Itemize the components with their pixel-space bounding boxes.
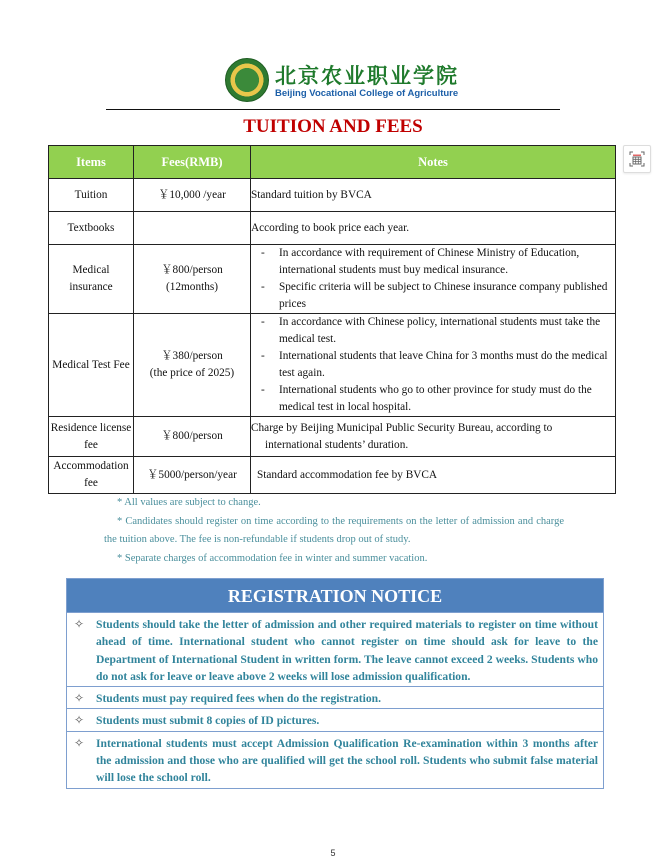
note-text: International students who go to other province for study must do the medical test in local hospital. (279, 384, 592, 413)
note-item (251, 245, 611, 279)
diamond-bullet-icon: ✧ (74, 713, 85, 728)
footnote: * Candidates should register on time according to the requirements on the letter of admission and charge the tuition above. The fee is non-refundable if students drop out of study. (104, 515, 564, 545)
dash-bullet: - (261, 316, 265, 328)
note-cell (251, 417, 616, 457)
fee-cell: ￥800/person (134, 417, 251, 457)
note-item (251, 382, 611, 416)
dash-bullet: - (261, 247, 265, 259)
fee-detail: (12months) (165, 281, 219, 293)
fee-cell: ￥5000/person/year (134, 457, 251, 494)
fee-cell (134, 314, 251, 417)
note-cell: According to book price each year. (251, 212, 616, 245)
notice-text: Students must pay required fees when do the registration. (96, 692, 382, 706)
calculator-button[interactable] (623, 145, 651, 173)
notice-heading: REGISTRATION NOTICE (67, 579, 603, 612)
notice-text: Students should take the letter of admission and other required materials to register on time without ahead of time. International student who cannot register on time should ask for leave to the Department of International Student in written form. The leave cannot exceed 2 weeks. Students who do not ask for leave or leave above 2 weeks will lose admission qualification. (96, 618, 598, 683)
fee-amount: ￥800/person (161, 264, 223, 276)
note-list (251, 314, 615, 416)
college-logo (225, 58, 459, 104)
table-row (49, 179, 616, 212)
fee-detail: (the price of 2025) (149, 367, 235, 379)
note-item (251, 279, 611, 313)
calculator-icon (629, 151, 645, 167)
footnote: * All values are subject to change. (117, 497, 261, 508)
registration-notice (66, 578, 604, 789)
notice-item (67, 612, 603, 686)
diamond-bullet-icon: ✧ (74, 691, 85, 706)
table-row (49, 417, 616, 457)
dash-bullet: - (261, 350, 265, 362)
fee-amount: ￥380/person (161, 350, 223, 362)
note-text: In accordance with requirement of Chinese Ministry of Education, international students must buy medical insurance. (279, 247, 580, 276)
notice-text: Students must submit 8 copies of ID pictures. (96, 714, 320, 728)
diamond-bullet-icon: ✧ (74, 617, 85, 631)
column-header-fees: Fees(RMB) (134, 146, 251, 179)
page-title: TUITION AND FEES (243, 116, 423, 137)
item-text: Medical insurance (69, 264, 113, 293)
dash-bullet: - (261, 281, 265, 293)
table-row (49, 245, 616, 314)
note-text: Specific criteria will be subject to Chinese insurance company published prices (279, 281, 608, 310)
note-cell: Standard tuition by BVCA (251, 179, 616, 212)
item-cell: Textbooks (49, 212, 134, 245)
note-cell (251, 314, 616, 417)
table-row (49, 314, 616, 417)
dash-bullet: - (261, 384, 265, 396)
fee-cell: ￥10,000 /year (134, 179, 251, 212)
notice-text: International students must accept Admission Qualification Re-examination within 3 months after the admission and those who are qualified will get the school roll. Students who submit false material will lose the school roll. (96, 736, 598, 785)
notice-item (67, 731, 603, 788)
note-list (251, 245, 615, 313)
note-text: Charge by Beijing Municipal Public Security Bureau, according to (251, 421, 553, 434)
notice-item (67, 686, 603, 708)
column-header-notes: Notes (251, 146, 616, 179)
college-name-en: Beijing Vocational College of Agriculture (275, 88, 459, 99)
college-name-cn: 北京农业职业学院 (275, 63, 459, 88)
item-cell (49, 245, 134, 314)
table-header-row (49, 146, 616, 179)
note-cell (251, 245, 616, 314)
footnote: * Separate charges of accommodation fee in winter and summer vacation. (117, 552, 428, 564)
note-item (251, 314, 611, 348)
college-seal-icon (225, 58, 269, 102)
item-cell: Tuition (49, 179, 134, 212)
footnotes (104, 494, 564, 568)
notice-item (67, 708, 603, 730)
item-cell: Medical Test Fee (49, 314, 134, 417)
note-cell: Standard accommodation fee by BVCA (251, 457, 616, 494)
column-header-items: Items (49, 146, 134, 179)
item-text: Accommodation fee (53, 460, 129, 489)
note-text-continued: international students’ duration. (265, 438, 409, 451)
item-cell: Residence license fee (49, 417, 134, 457)
diamond-bullet-icon: ✧ (74, 735, 85, 750)
note-text: International students that leave China for 3 months must do the medical test again. (279, 350, 608, 379)
table-row (49, 457, 616, 494)
item-cell (49, 457, 134, 494)
header-divider (106, 109, 560, 110)
fee-cell (134, 245, 251, 314)
note-text: In accordance with Chinese policy, international students must take the medical test. (279, 316, 601, 345)
page-number: 5 (330, 848, 336, 858)
table-row (49, 212, 616, 245)
fee-cell (134, 212, 251, 245)
note-item (251, 348, 611, 382)
fees-table (48, 145, 616, 494)
